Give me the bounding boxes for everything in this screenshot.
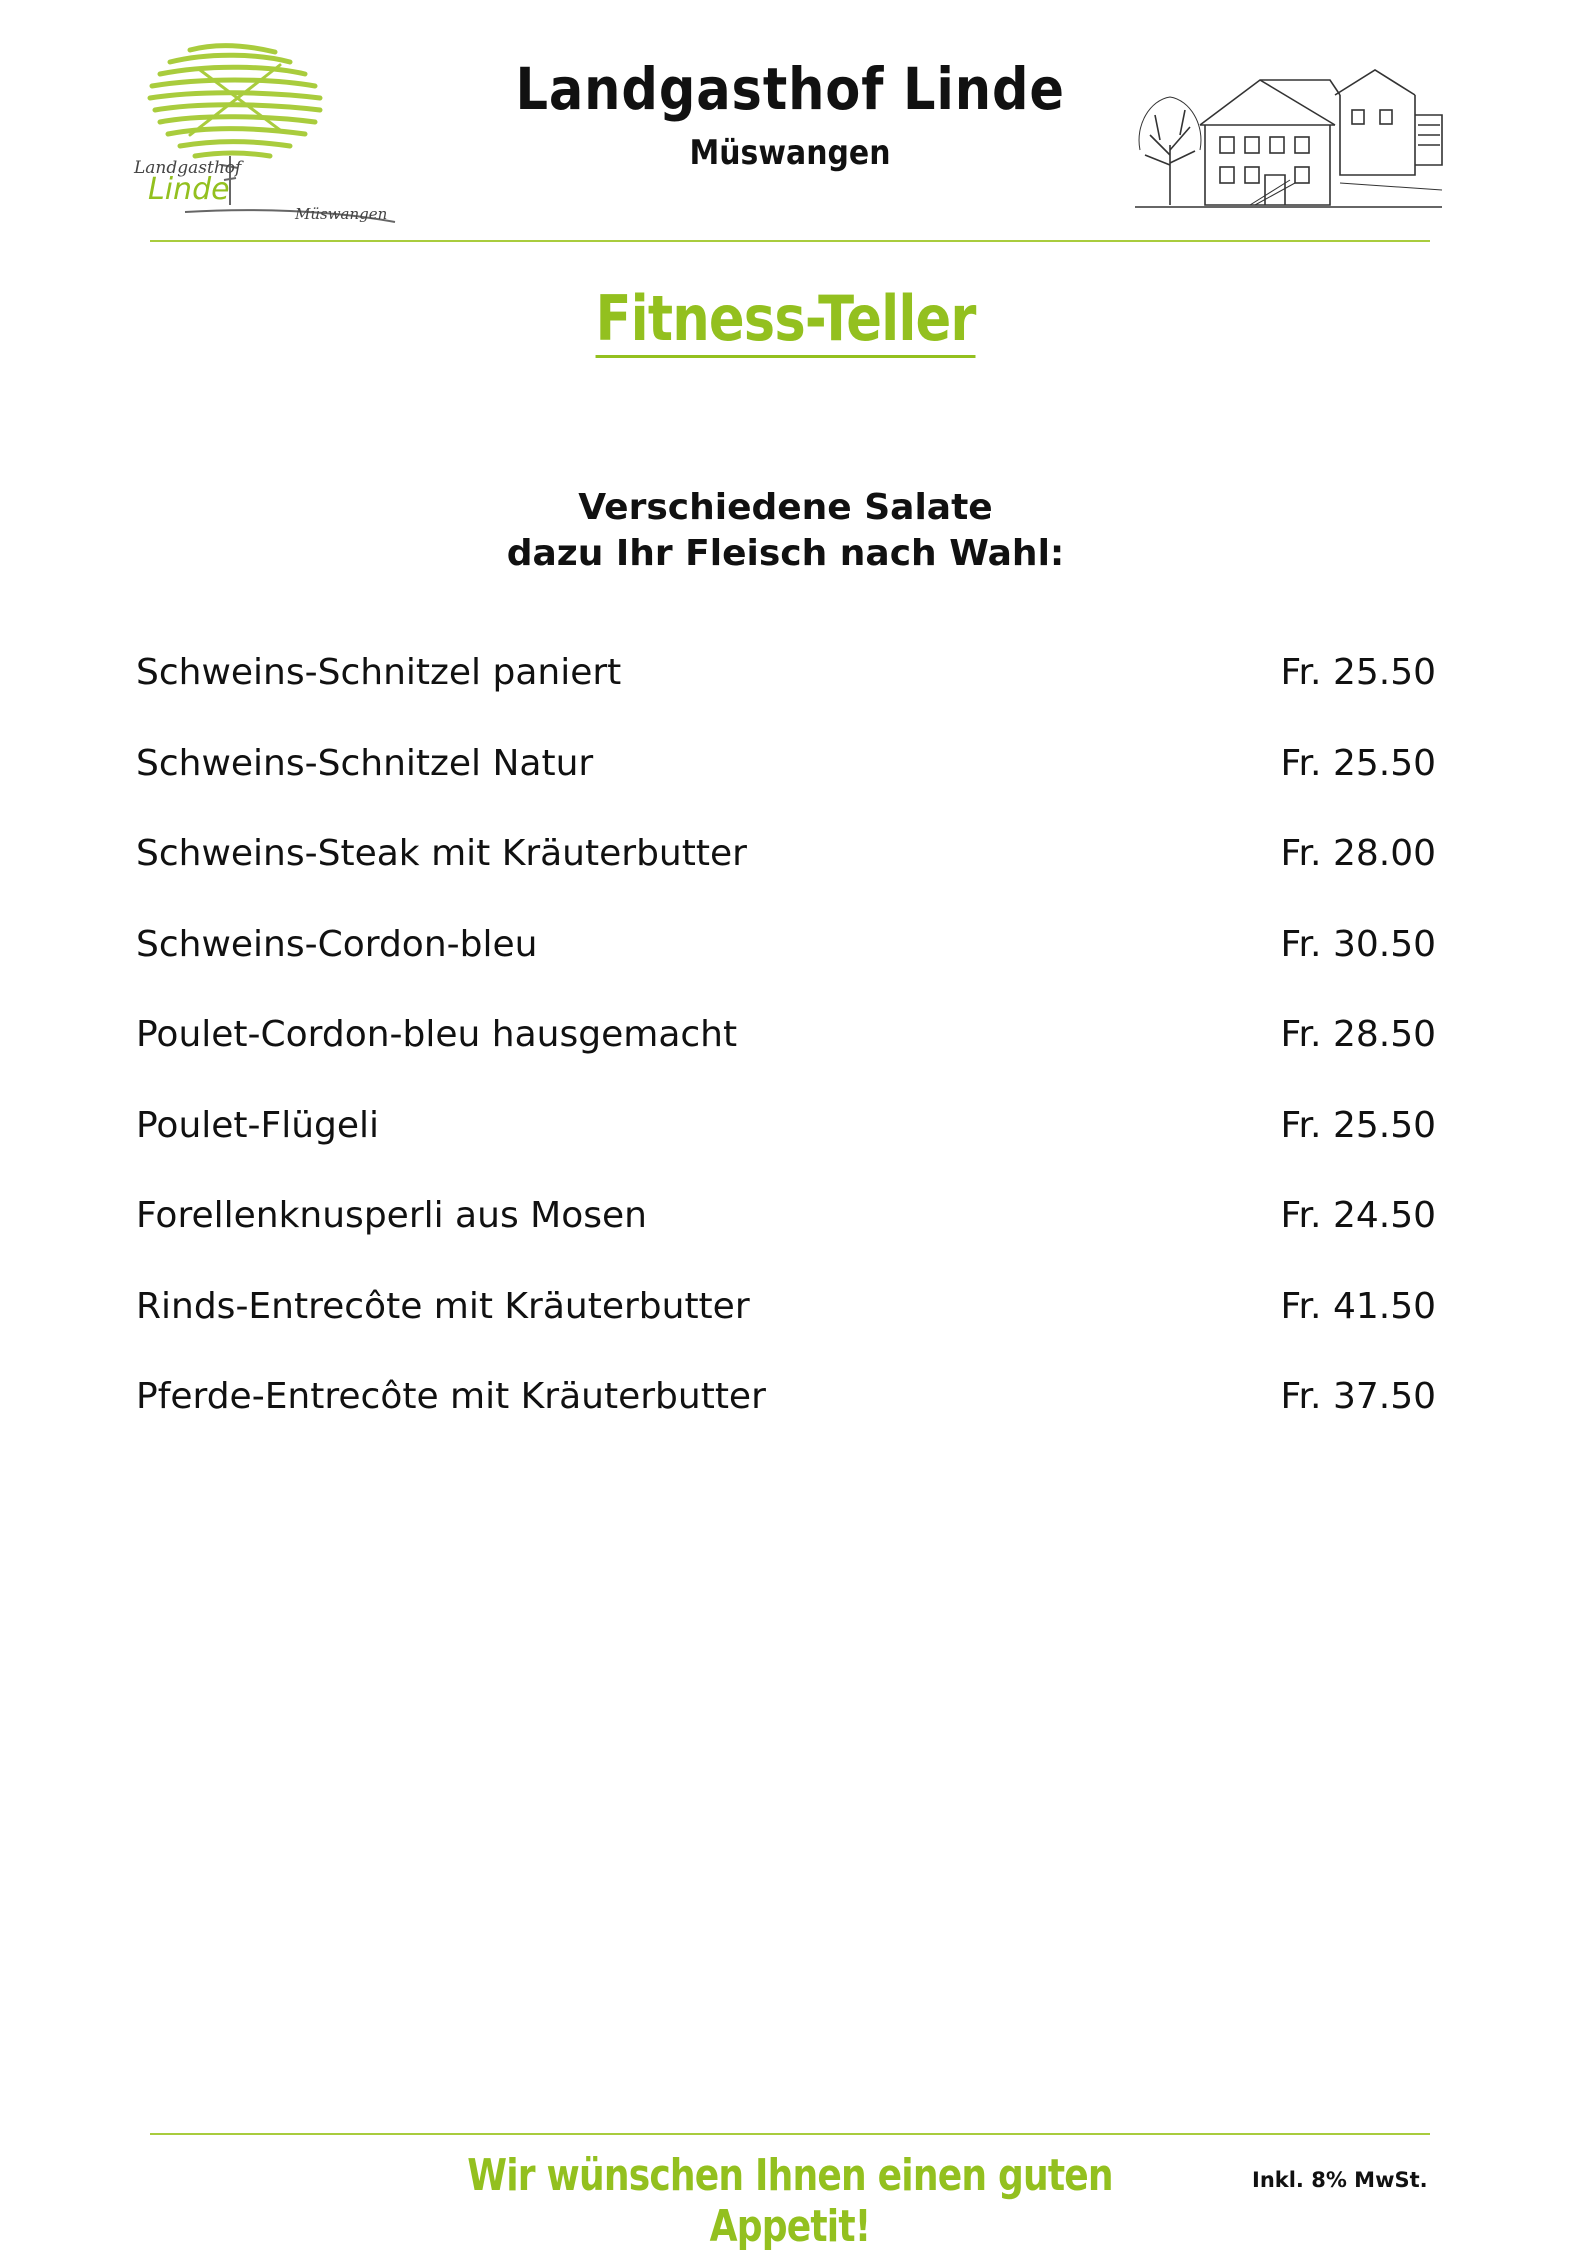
menu-item xyxy=(136,1286,1436,1377)
logo-town-text: Müswangen xyxy=(295,205,388,223)
house-illustration xyxy=(1130,55,1445,220)
menu-item xyxy=(136,833,1436,924)
menu-intro-line-1: Verschiedene Salate xyxy=(578,487,993,528)
menu-item xyxy=(136,652,1436,743)
dish-price: Fr. 25.50 xyxy=(1280,1104,1436,1146)
restaurant-location: Müswangen xyxy=(689,133,891,173)
menu-item xyxy=(136,1014,1436,1105)
dish-name: Schweins-Schnitzel paniert xyxy=(136,652,622,693)
page-header xyxy=(0,0,1571,250)
footer-divider xyxy=(150,2133,1430,2135)
restaurant-name: Landgasthof Linde xyxy=(515,55,1065,123)
dish-price: Fr. 37.50 xyxy=(1280,1376,1436,1417)
footer-slogan: Wir wünschen Ihnen einen guten Appetit! xyxy=(467,2150,1113,2252)
dish-name: Pferde-Entrecôte mit Kräuterbutter xyxy=(136,1376,766,1417)
dish-name: Schweins-Schnitzel Natur xyxy=(136,742,594,784)
menu-item xyxy=(136,924,1436,1015)
dish-price: Fr. 25.50 xyxy=(1280,742,1436,784)
menu-list xyxy=(136,652,1436,1467)
menu-item xyxy=(136,743,1436,834)
dish-price: Fr. 24.50 xyxy=(1280,1195,1436,1236)
logo-linde-text: Linde xyxy=(148,172,230,207)
menu-item xyxy=(136,1376,1436,1467)
dish-price: Fr. 41.50 xyxy=(1280,1285,1436,1327)
page-title: Fitness-Teller xyxy=(595,285,975,358)
dish-price: Fr. 30.50 xyxy=(1280,923,1436,965)
dish-name: Schweins-Cordon-bleu xyxy=(136,923,538,965)
dish-price: Fr. 28.50 xyxy=(1280,1014,1436,1055)
menu-intro-line-2: dazu Ihr Fleisch nach Wahl: xyxy=(506,533,1065,574)
dish-name: Forellenknusperli aus Mosen xyxy=(136,1195,647,1236)
page-title-container xyxy=(0,282,1571,358)
menu-item xyxy=(136,1195,1436,1286)
house-drawing-icon xyxy=(1130,55,1445,220)
dish-name: Schweins-Steak mit Kräuterbutter xyxy=(136,833,747,874)
tax-note: Inkl. 8% MwSt. xyxy=(1252,2168,1428,2192)
restaurant-logo xyxy=(130,40,400,235)
brand-block xyxy=(430,55,1150,173)
dish-name: Poulet-Flügeli xyxy=(136,1104,380,1146)
header-divider xyxy=(150,240,1430,242)
dish-price: Fr. 25.50 xyxy=(1280,652,1436,693)
menu-intro xyxy=(0,485,1571,577)
dish-name: Rinds-Entrecôte mit Kräuterbutter xyxy=(136,1285,750,1327)
dish-name: Poulet-Cordon-bleu hausgemacht xyxy=(136,1014,738,1055)
dish-price: Fr. 28.00 xyxy=(1280,833,1436,874)
menu-item xyxy=(136,1105,1436,1196)
logo-name-text: Landgasthof xyxy=(134,158,242,178)
